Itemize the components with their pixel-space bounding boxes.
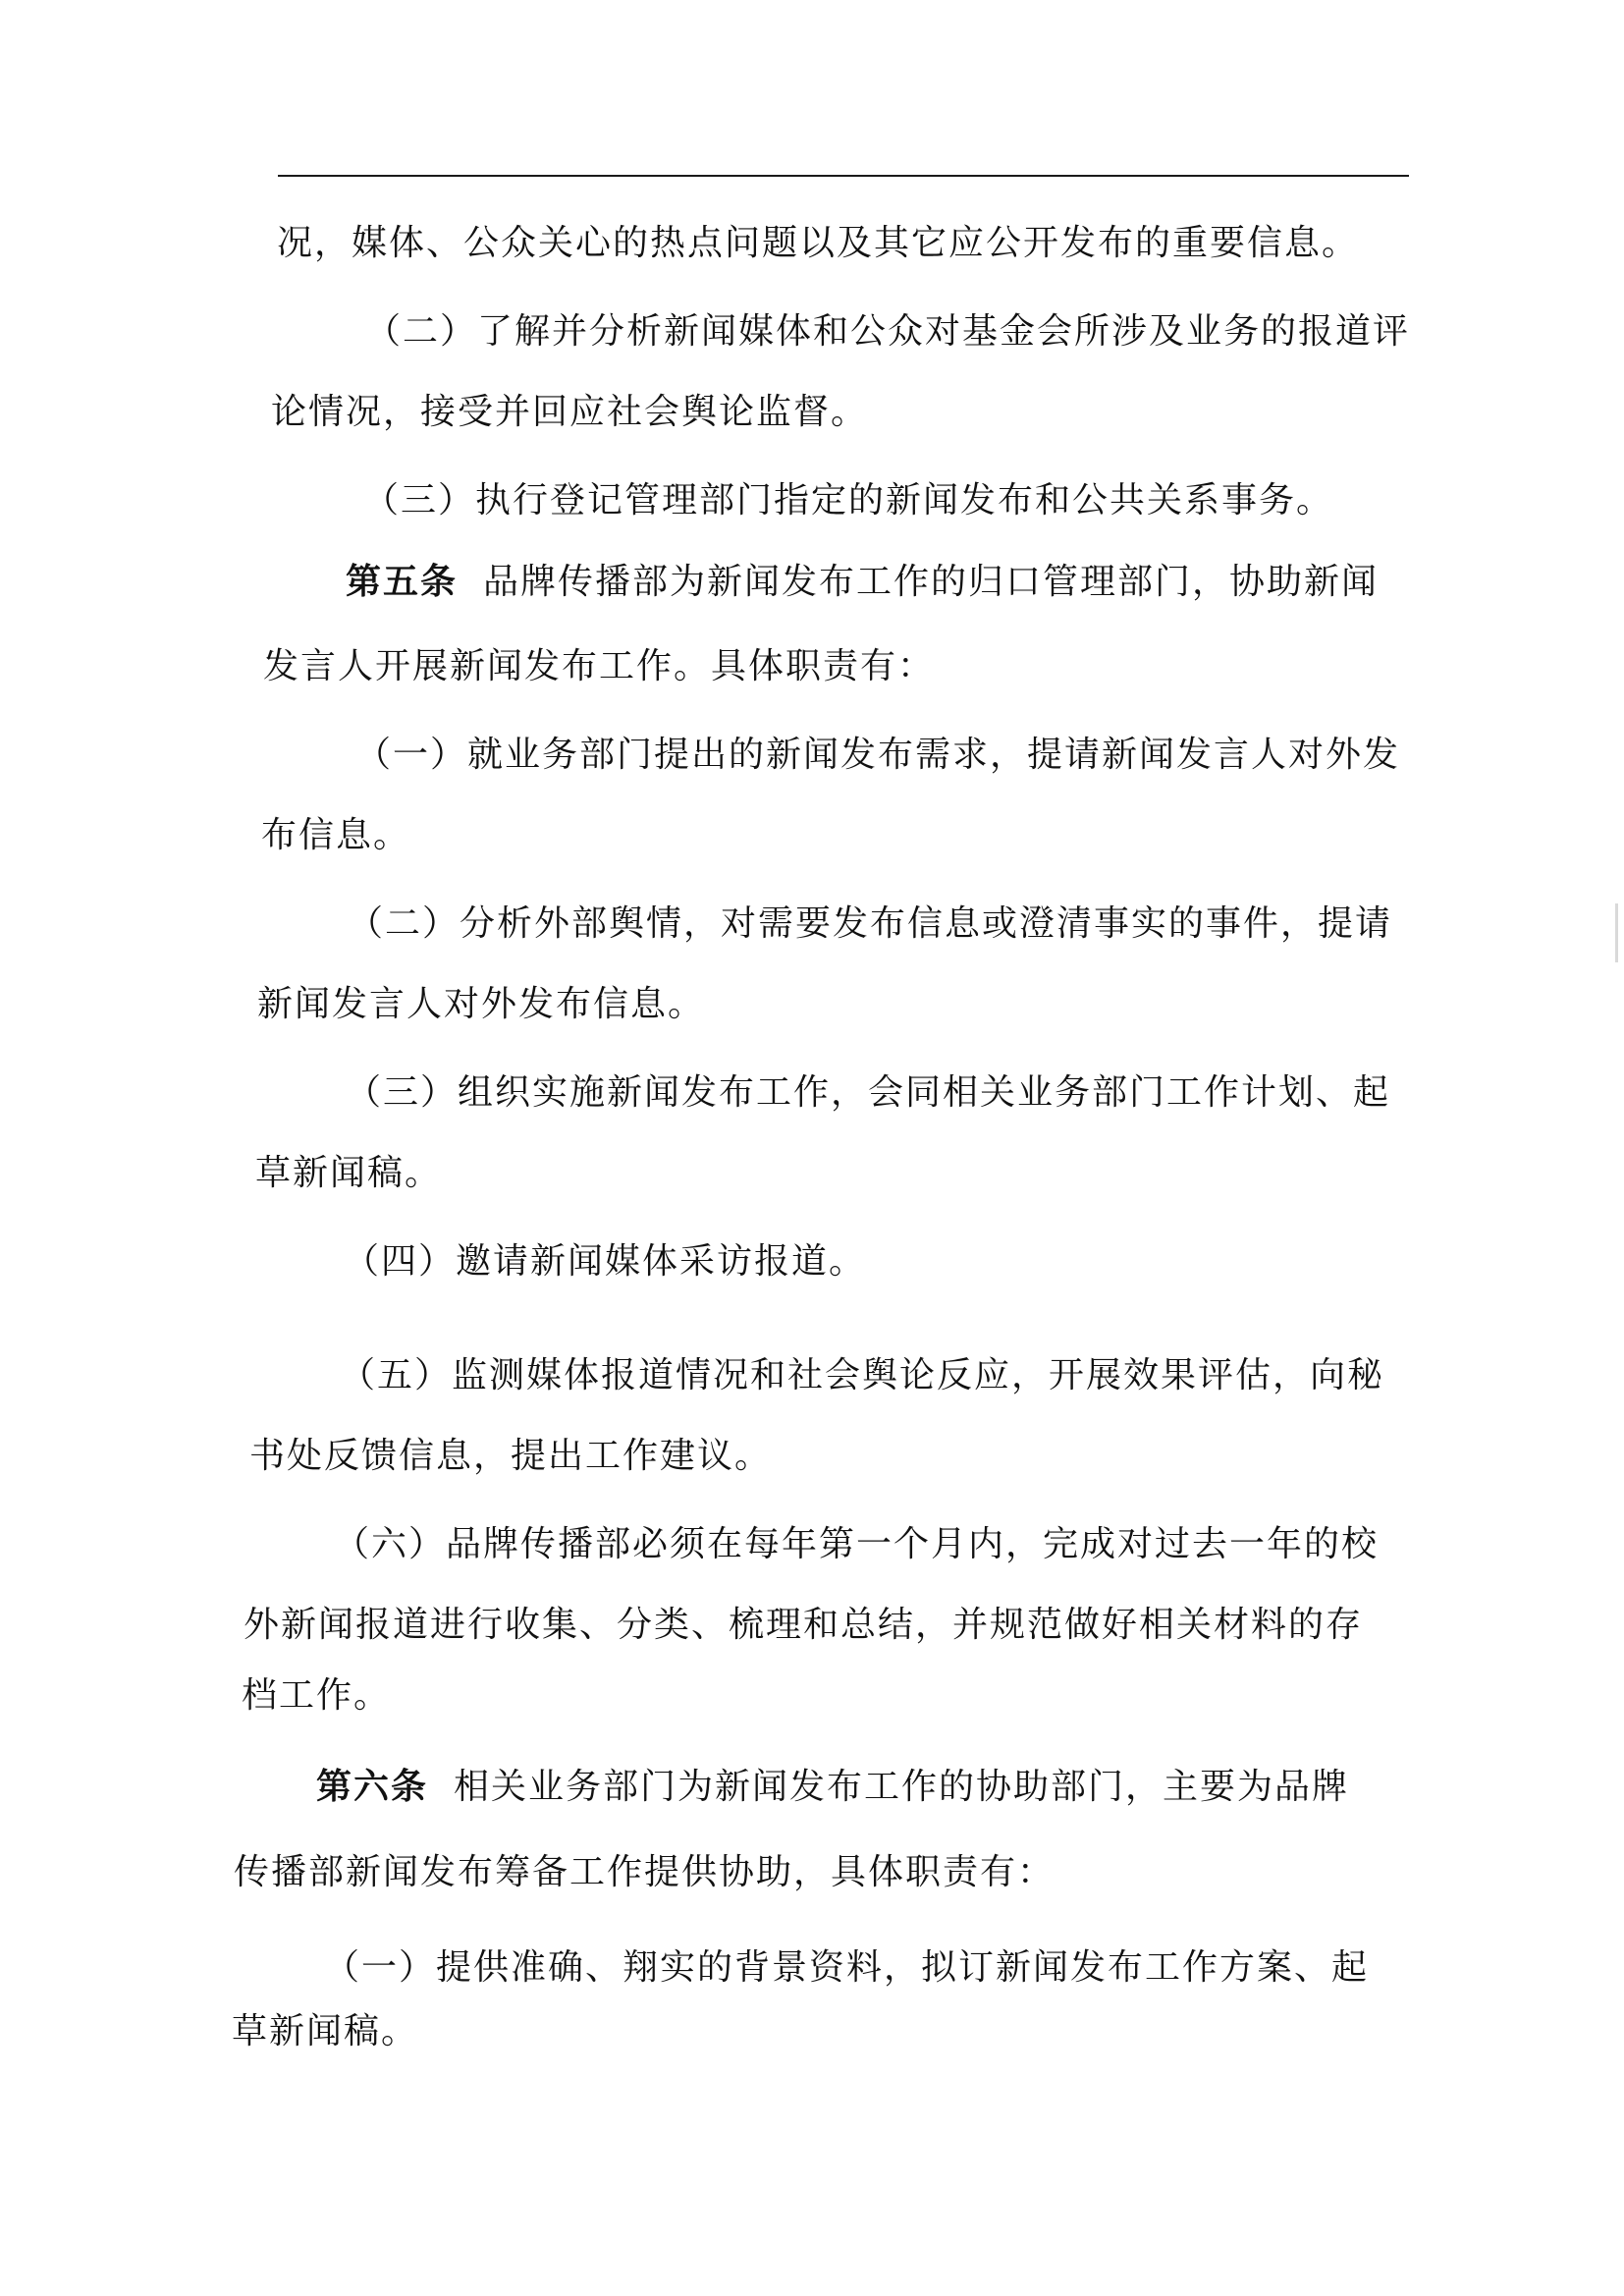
article-6-text: 相关业务部门为新闻发布工作的协助部门，主要为品牌 (454, 1767, 1350, 1807)
text-line: 新闻发言人对外发布信息。 (257, 984, 706, 1024)
text-line: （六）品牌传播部必须在每年第一个月内，完成对过去一年的校 (334, 1524, 1380, 1564)
text-line: （一）就业务部门提出的新闻发布需求，提请新闻发言人对外发 (355, 735, 1401, 775)
text-line: 档工作。 (242, 1675, 392, 1716)
article-5-label: 第五条 (346, 561, 459, 602)
header-rule (278, 175, 1409, 177)
article-5-text: 品牌传播部为新闻发布工作的归口管理部门，协助新闻 (483, 562, 1380, 602)
text-line: 草新闻稿。 (255, 1153, 443, 1193)
article-6-line (316, 1763, 1349, 1811)
text-line: （二）了解并分析新闻媒体和公众对基金会所涉及业务的报道评 (365, 311, 1411, 352)
text-line: （二）分析外部舆情，对需要发布信息或澄清事实的事件，提请 (348, 903, 1393, 944)
article-6-label: 第六条 (316, 1766, 429, 1807)
article-5-line (346, 558, 1379, 606)
text-line: （一）提供准确、翔实的背景资料，拟订新闻发布工作方案、起 (324, 1947, 1370, 1988)
text-line: （四）邀请新闻媒体采访报道。 (344, 1241, 867, 1282)
text-line: （三）执行登记管理部门指定的新闻发布和公共关系事务。 (363, 480, 1334, 520)
text-line: 论情况，接受并回应社会舆论监督。 (271, 392, 869, 432)
text-line: 布信息。 (261, 815, 411, 855)
scan-edge-mark (1615, 903, 1618, 962)
text-line: 外新闻报道进行收集、分类、梳理和总结，并规范做好相关材料的存 (244, 1605, 1364, 1645)
text-line: 发言人开展新闻发布工作。具体职责有： (263, 646, 936, 686)
text-line: （三）组织实施新闻发布工作，会同相关业务部门工作计划、起 (346, 1072, 1391, 1113)
text-line: 况，媒体、公众关心的热点问题以及其它应公开发布的重要信息。 (277, 223, 1360, 263)
text-line: 草新闻稿。 (232, 2011, 419, 2051)
text-line: 传播部新闻发布筹备工作提供协助，具体职责有： (234, 1852, 1056, 1892)
text-line: 书处反馈信息，提出工作建议。 (249, 1436, 773, 1476)
text-line: （五）监测媒体报道情况和社会舆论反应，开展效果评估，向秘 (340, 1355, 1385, 1395)
